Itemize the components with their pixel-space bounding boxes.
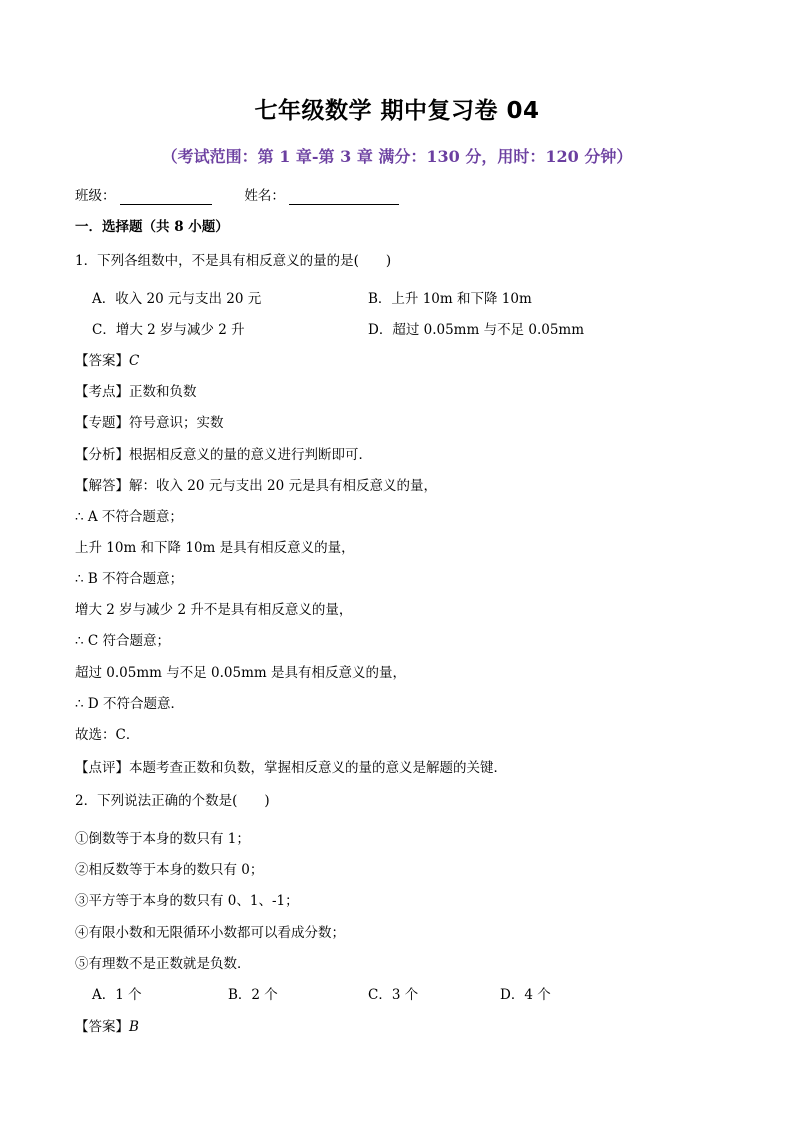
q1-comment: 本题考查正数和负数，掌握相反意义的量的意义是解题的关键． bbox=[129, 760, 507, 776]
q1-analysis-row bbox=[75, 446, 372, 464]
q1-analysis: 根据相反意义的量的意义进行判断即可． bbox=[129, 447, 372, 463]
q1-topic-row bbox=[75, 414, 224, 432]
q2-option-a: A．1 个 bbox=[92, 987, 142, 1003]
q1-option-d: D．超过 0.05mm 与不足 0.05mm bbox=[368, 322, 585, 338]
q2-answer: B bbox=[129, 1019, 139, 1035]
section-heading: 一．选择题（共 8 小题） bbox=[75, 219, 229, 235]
q1-solution-row bbox=[75, 477, 437, 495]
q2-stem: 2．下列说法正确的个数是( ) bbox=[75, 793, 270, 809]
answer-tag: 【答案】 bbox=[75, 353, 129, 369]
q1-solution-line: 超过 0.05mm 与不足 0.05mm 是具有相反意义的量， bbox=[75, 665, 406, 681]
q1-option-c: C．增大 2 岁与减少 2 升 bbox=[92, 322, 245, 338]
q1-solution-line: 解：收入 20 元与支出 20 元是具有相反意义的量， bbox=[129, 478, 438, 494]
name-blank[interactable] bbox=[289, 190, 399, 205]
class-label: 班级： bbox=[75, 188, 116, 204]
answer-tag: 【答案】 bbox=[75, 1019, 129, 1035]
name-label: 姓名： bbox=[244, 188, 285, 204]
q1-solution-line: ∴ D 不符合题意． bbox=[75, 696, 184, 712]
q1-solution-line: 上升 10m 和下降 10m 是具有相反意义的量， bbox=[75, 540, 355, 556]
q1-solution-line: ∴ A 不符合题意； bbox=[75, 509, 183, 525]
q2-option-b: B．2 个 bbox=[228, 987, 278, 1003]
q1-answer: C bbox=[129, 353, 140, 369]
q2-statement: ③平方等于本身的数只有 0、1、-1； bbox=[75, 893, 299, 909]
topic-tag: 【专题】 bbox=[75, 415, 129, 431]
student-info-row bbox=[75, 187, 399, 205]
exam-scope-subtitle: （考试范围：第 1 章-第 3 章 满分：130 分，用时：120 分钟） bbox=[161, 147, 633, 166]
point-tag: 【考点】 bbox=[75, 384, 129, 400]
q1-solution-line: 故选：C． bbox=[75, 727, 140, 743]
q2-statement: ④有限小数和无限循环小数都可以看成分数； bbox=[75, 925, 345, 941]
q1-solution-line: 增大 2 岁与减少 2 升不是具有相反意义的量， bbox=[75, 602, 353, 618]
q1-stem: 1．下列各组数中，不是具有相反意义的量的是( ) bbox=[75, 253, 392, 269]
q2-statement: ②相反数等于本身的数只有 0； bbox=[75, 862, 264, 878]
q2-option-c: C．3 个 bbox=[368, 987, 419, 1003]
q2-answer-row bbox=[75, 1018, 139, 1036]
q1-comment-row bbox=[75, 759, 507, 777]
page-title: 七年级数学 期中复习卷 04 bbox=[254, 98, 540, 124]
solution-tag: 【解答】 bbox=[75, 478, 129, 494]
q1-answer-row bbox=[75, 352, 139, 370]
q2-statement: ①倒数等于本身的数只有 1； bbox=[75, 831, 250, 847]
q1-point-row bbox=[75, 383, 197, 401]
analysis-tag: 【分析】 bbox=[75, 447, 129, 463]
q1-solution-line: ∴ C 符合题意； bbox=[75, 633, 171, 649]
comment-tag: 【点评】 bbox=[75, 760, 129, 776]
q1-option-b: B．上升 10m 和下降 10m bbox=[368, 291, 532, 307]
q2-option-d: D．4 个 bbox=[500, 987, 551, 1003]
q1-point: 正数和负数 bbox=[129, 384, 197, 400]
class-blank[interactable] bbox=[120, 190, 212, 205]
q1-topic: 符号意识；实数 bbox=[129, 415, 224, 431]
q2-statement: ⑤有理数不是正数就是负数． bbox=[75, 956, 251, 972]
q1-solution-line: ∴ B 不符合题意； bbox=[75, 571, 184, 587]
q1-option-a: A．收入 20 元与支出 20 元 bbox=[92, 291, 262, 307]
